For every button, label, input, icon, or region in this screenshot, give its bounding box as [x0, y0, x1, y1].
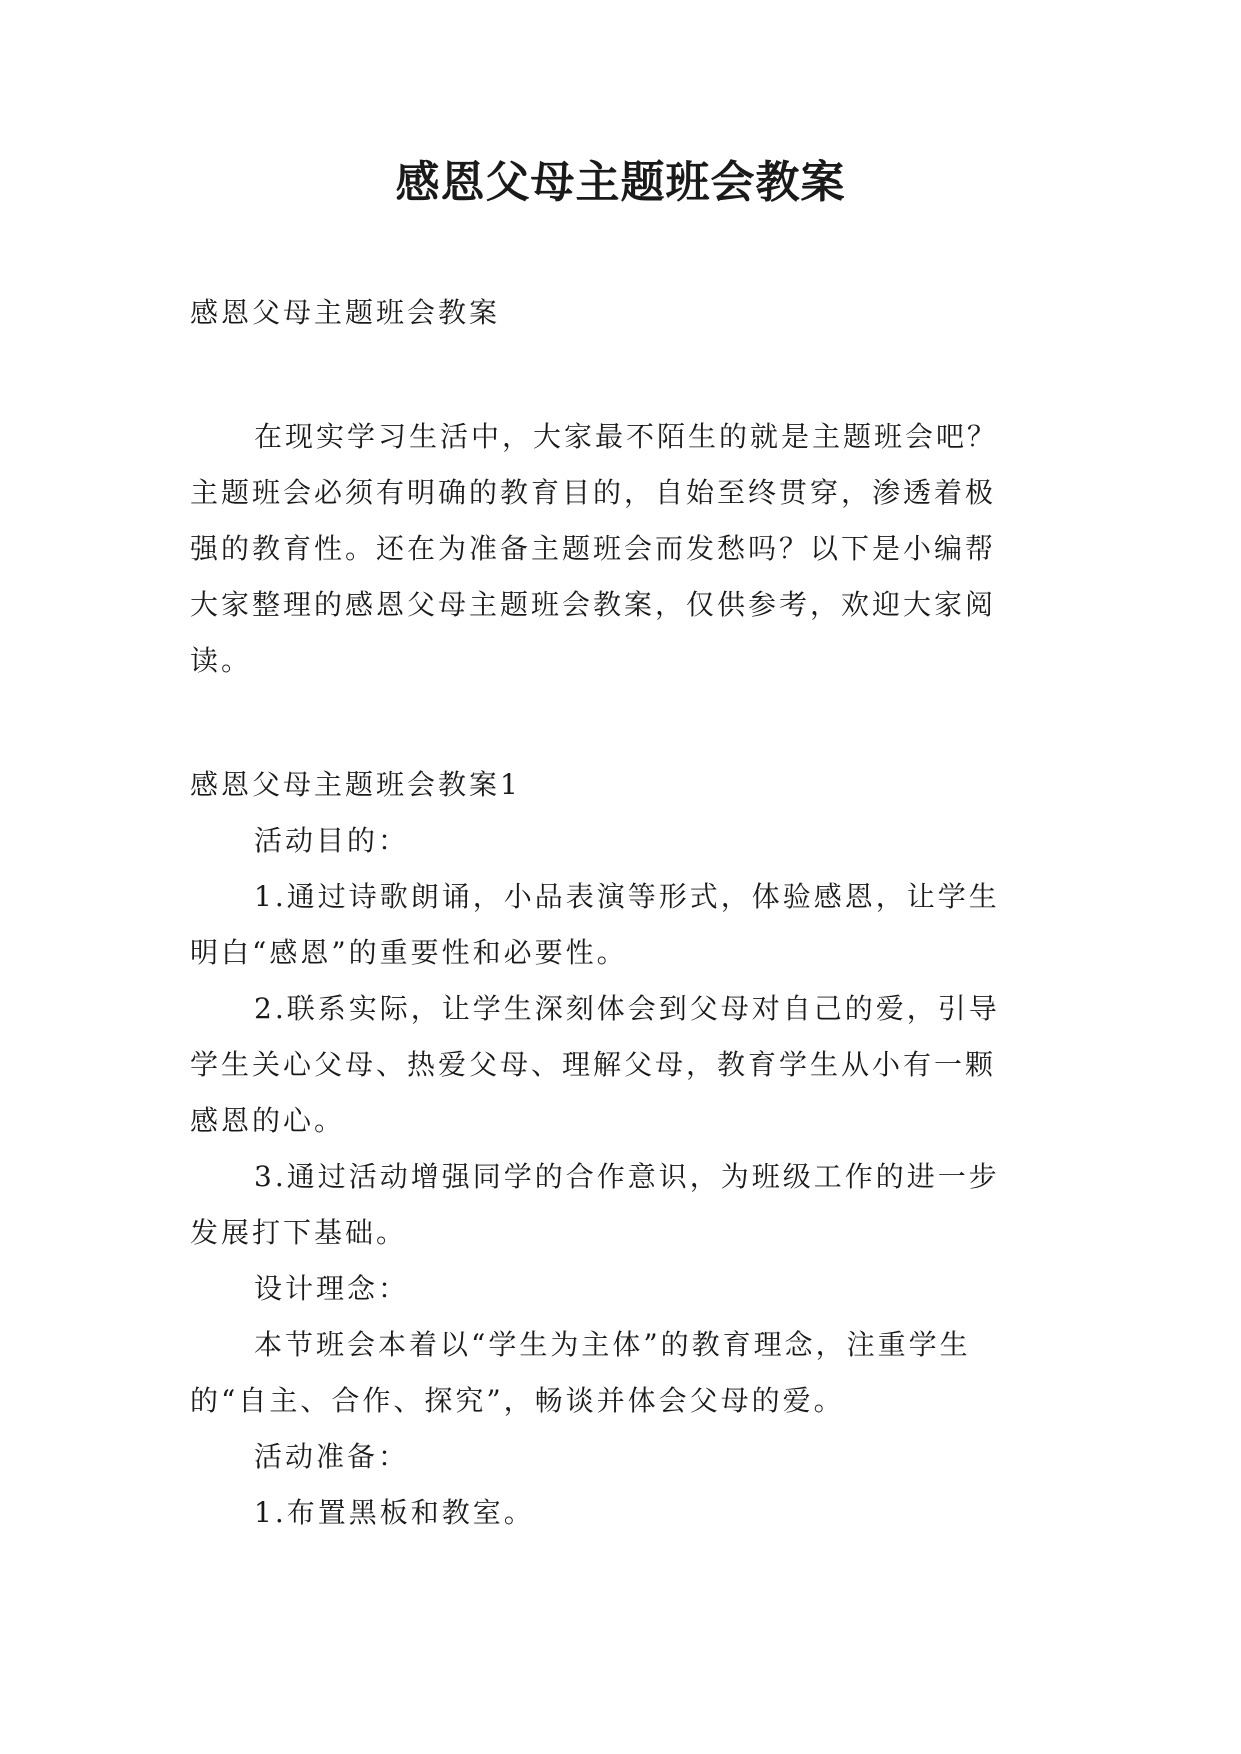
design-line: 的“自主、合作、探究”，畅谈并体会父母的爱。 — [190, 1384, 845, 1417]
intro-line: 强的教育性。还在为准备主题班会而发愁吗？以下是小编帮 — [190, 532, 997, 565]
section-1 — [190, 757, 1050, 1541]
prep-label: 活动准备： — [254, 1440, 410, 1473]
goal-2-line: 感恩的心。 — [190, 1104, 346, 1137]
intro-line: 在现实学习生活中，大家最不陌生的就是主题班会吧？ — [254, 420, 999, 453]
prep-item-1: 1.布置黑板和教室。 — [254, 1496, 535, 1529]
goal-2-line: 2.联系实际，让学生深刻体会到父母对自己的爱，引导 — [254, 992, 1000, 1025]
design-line: 本节班会本着以“学生为主体”的教育理念，注重学生 — [254, 1328, 971, 1361]
intro-paragraph — [190, 409, 1050, 689]
goal-2-line: 学生关心父母、热爱父母、理解父母，教育学生从小有一颗 — [190, 1048, 997, 1081]
goal-1-line: 1.通过诗歌朗诵，小品表演等形式，体验感恩，让学生 — [254, 880, 1000, 913]
section-heading: 感恩父母主题班会教案1 — [190, 768, 521, 801]
intro-line: 主题班会必须有明确的教育目的，自始至终贯穿，渗透着极 — [190, 476, 997, 509]
intro-line: 读。 — [190, 644, 253, 677]
document-subtitle: 感恩父母主题班会教案 — [190, 296, 501, 329]
goal-3-line: 发展打下基础。 — [190, 1216, 408, 1249]
document-title: 感恩父母主题班会教案 — [395, 157, 846, 208]
design-label: 设计理念： — [254, 1272, 410, 1305]
activity-goal-label: 活动目的： — [254, 824, 410, 857]
goal-1-line: 明白“感恩”的重要性和必要性。 — [190, 936, 628, 969]
document-body — [190, 285, 1050, 1541]
intro-line: 大家整理的感恩父母主题班会教案，仅供参考，欢迎大家阅 — [190, 588, 997, 621]
goal-3-line: 3.通过活动增强同学的合作意识，为班级工作的进一步 — [254, 1160, 1000, 1193]
